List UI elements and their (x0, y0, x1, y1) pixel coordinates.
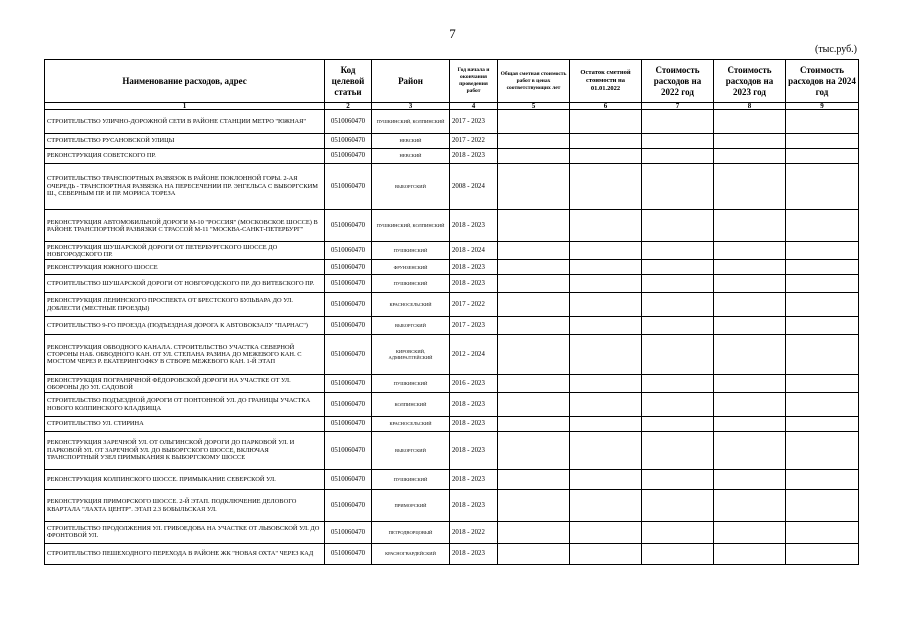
row-code: 0510060470 (325, 375, 372, 393)
row-years: 2018 - 2023 (450, 275, 498, 293)
row-cost-2024 (786, 293, 859, 316)
row-cost-2022 (642, 133, 714, 148)
row-estimate (498, 293, 570, 316)
row-cost-2022 (642, 393, 714, 416)
row-years: 2017 - 2022 (450, 133, 498, 148)
column-number: 3 (372, 103, 450, 110)
column-number: 1 (45, 103, 325, 110)
row-code: 0510060470 (325, 334, 372, 374)
table-row (45, 316, 859, 334)
row-cost-2024 (786, 148, 859, 163)
table-row (45, 110, 859, 133)
column-number: 9 (786, 103, 859, 110)
row-code: 0510060470 (325, 163, 372, 210)
row-cost-2022 (642, 293, 714, 316)
row-years: 2018 - 2023 (450, 260, 498, 275)
table-row (45, 275, 859, 293)
row-estimate (498, 133, 570, 148)
row-estimate (498, 543, 570, 564)
row-cost-2023 (714, 522, 786, 543)
row-code: 0510060470 (325, 490, 372, 522)
row-name: СТРОИТЕЛЬСТВО 9-ГО ПРОЕЗДА (ПОДЪЕЗДНАЯ ДОРОГА К АВТОВОКЗАЛУ "ПАРНАС") (45, 316, 325, 334)
row-name: РЕКОНСТРУКЦИЯ ЛЕНИНСКОГО ПРОСПЕКТА ОТ БРЕСТСКОГО БУЛЬВАРА ДО УЛ. ДОБЛЕСТИ (МЕСТНЫЕ ПРОЕЗДЫ) (45, 293, 325, 316)
row-remainder (570, 543, 642, 564)
row-years: 2018 - 2022 (450, 522, 498, 543)
row-code: 0510060470 (325, 431, 372, 469)
column-number: 2 (325, 103, 372, 110)
column-number: 7 (642, 103, 714, 110)
row-cost-2024 (786, 375, 859, 393)
row-cost-2022 (642, 316, 714, 334)
row-estimate (498, 375, 570, 393)
row-cost-2023 (714, 490, 786, 522)
row-estimate (498, 110, 570, 133)
row-cost-2024 (786, 416, 859, 431)
table-row (45, 210, 859, 242)
row-cost-2023 (714, 110, 786, 133)
row-cost-2024 (786, 163, 859, 210)
table-row (45, 522, 859, 543)
row-estimate (498, 334, 570, 374)
page-number: 7 (449, 26, 456, 41)
row-cost-2024 (786, 431, 859, 469)
row-cost-2022 (642, 163, 714, 210)
row-name: РЕКОНСТРУКЦИЯ ЮЖНОГО ШОССЕ (45, 260, 325, 275)
header-district: Район (372, 60, 450, 103)
row-cost-2022 (642, 260, 714, 275)
row-code: 0510060470 (325, 416, 372, 431)
row-estimate (498, 416, 570, 431)
row-years: 2018 - 2023 (450, 416, 498, 431)
row-estimate (498, 210, 570, 242)
row-name: СТРОИТЕЛЬСТВО ПРОДОЛЖЕНИЯ УЛ. ГРИБОЕДОВА НА УЧАСТКЕ ОТ ЛЬВОВСКОЙ УЛ. ДО ФРОНТОВОЙ УЛ. (45, 522, 325, 543)
row-cost-2024 (786, 275, 859, 293)
row-district: КРАСНОСЕЛЬСКИЙ (372, 293, 450, 316)
row-estimate (498, 393, 570, 416)
row-years: 2008 - 2024 (450, 163, 498, 210)
table-row (45, 490, 859, 522)
units-label: (тыс.руб.) (814, 44, 857, 55)
row-cost-2022 (642, 110, 714, 133)
row-years: 2018 - 2024 (450, 242, 498, 260)
row-years: 2017 - 2022 (450, 293, 498, 316)
header-remainder: Остаток сметной стоимости на 01.01.2022 (570, 60, 642, 103)
row-remainder (570, 393, 642, 416)
row-estimate (498, 431, 570, 469)
row-estimate (498, 522, 570, 543)
row-cost-2022 (642, 543, 714, 564)
row-name: РЕКОНСТРУКЦИЯ КОЛПИНСКОГО ШОССЕ. ПРИМЫКАНИЕ СЕВЕРСКОЙ УЛ. (45, 470, 325, 490)
row-remainder (570, 260, 642, 275)
row-district: ВЫБОРГСКИЙ (372, 316, 450, 334)
row-cost-2022 (642, 490, 714, 522)
row-district: ПУШКИНСКИЙ, КОЛПИНСКИЙ (372, 110, 450, 133)
row-remainder (570, 375, 642, 393)
row-remainder (570, 148, 642, 163)
row-years: 2018 - 2023 (450, 470, 498, 490)
row-remainder (570, 242, 642, 260)
row-code: 0510060470 (325, 210, 372, 242)
table-row (45, 393, 859, 416)
table-row (45, 293, 859, 316)
column-number: 5 (498, 103, 570, 110)
row-years: 2018 - 2023 (450, 490, 498, 522)
row-remainder (570, 431, 642, 469)
row-district: НЕВСКИЙ (372, 133, 450, 148)
header-name: Наименование расходов, адрес (45, 60, 325, 103)
row-cost-2022 (642, 148, 714, 163)
row-cost-2024 (786, 133, 859, 148)
row-cost-2022 (642, 275, 714, 293)
row-cost-2024 (786, 242, 859, 260)
row-estimate (498, 490, 570, 522)
row-cost-2024 (786, 110, 859, 133)
row-remainder (570, 522, 642, 543)
header-row (45, 60, 859, 103)
row-code: 0510060470 (325, 110, 372, 133)
row-district: КРАСНОСЕЛЬСКИЙ (372, 416, 450, 431)
row-code: 0510060470 (325, 148, 372, 163)
row-cost-2024 (786, 522, 859, 543)
row-code: 0510060470 (325, 543, 372, 564)
table-row (45, 543, 859, 564)
row-cost-2022 (642, 416, 714, 431)
row-district: КРАСНОГВАРДЕЙСКИЙ (372, 543, 450, 564)
row-name: СТРОИТЕЛЬСТВО УЛ. СТИРИНА (45, 416, 325, 431)
row-name: РЕКОНСТРУКЦИЯ АВТОМОБИЛЬНОЙ ДОРОГИ М-10 "РОССИЯ" (МОСКОВСКОЕ ШОССЕ) В РАЙОНЕ ТРАНСПОРТНОЙ РАЗВЯЗКИ С ТРАССОЙ М-11 "МОСКВА-САНКТ-ПЕТЕРБУРГ" (45, 210, 325, 242)
row-remainder (570, 490, 642, 522)
table-row (45, 334, 859, 374)
table-row (45, 163, 859, 210)
row-district: ПРИМОРСКИЙ (372, 490, 450, 522)
row-remainder (570, 334, 642, 374)
row-name: СТРОИТЕЛЬСТВО ПЕШЕХОДНОГО ПЕРЕХОДА В РАЙОНЕ ЖК "НОВАЯ ОХТА" ЧЕРЕЗ КАД (45, 543, 325, 564)
row-code: 0510060470 (325, 133, 372, 148)
row-remainder (570, 110, 642, 133)
row-remainder (570, 210, 642, 242)
column-number: 4 (450, 103, 498, 110)
row-name: СТРОИТЕЛЬСТВО ШУШАРСКОЙ ДОРОГИ ОТ НОВГОРОДСКОГО ПР. ДО ВИТЕБСКОГО ПР. (45, 275, 325, 293)
row-name: РЕКОНСТРУКЦИЯ СОВЕТСКОГО ПР. (45, 148, 325, 163)
row-code: 0510060470 (325, 470, 372, 490)
row-years: 2016 - 2023 (450, 375, 498, 393)
row-estimate (498, 148, 570, 163)
row-cost-2023 (714, 163, 786, 210)
row-cost-2024 (786, 316, 859, 334)
row-district: ПУШКИНСКИЙ, КОЛПИНСКИЙ (372, 210, 450, 242)
row-years: 2018 - 2023 (450, 543, 498, 564)
row-estimate (498, 470, 570, 490)
row-name: СТРОИТЕЛЬСТВО ТРАНСПОРТНЫХ РАЗВЯЗОК В РАЙОНЕ ПОКЛОННОЙ ГОРЫ. 2-АЯ ОЧЕРЕДЬ - ТРАНСПОРТНАЯ РАЗВЯЗКА НА ПЕРЕСЕЧЕНИИ ПР. ЭНГЕЛЬСА С ВЫБОРГСКИМ Ш., СЕВЕРНЫМ ПР. И ПР. МОРИСА ТОРЕЗА (45, 163, 325, 210)
row-district: ВЫБОРГСКИЙ (372, 431, 450, 469)
row-estimate (498, 242, 570, 260)
table-row (45, 133, 859, 148)
row-cost-2023 (714, 393, 786, 416)
row-cost-2023 (714, 260, 786, 275)
row-cost-2022 (642, 242, 714, 260)
row-cost-2022 (642, 210, 714, 242)
table-body (45, 103, 859, 565)
row-code: 0510060470 (325, 275, 372, 293)
row-estimate (498, 275, 570, 293)
row-cost-2023 (714, 334, 786, 374)
row-cost-2023 (714, 275, 786, 293)
row-code: 0510060470 (325, 242, 372, 260)
table-row (45, 148, 859, 163)
row-name: РЕКОНСТРУКЦИЯ ПОГРАНИЧНОЙ ФЁДОРОВСКОЙ ДОРОГИ НА УЧАСТКЕ ОТ УЛ. ОБОРОНЫ ДО УЛ. САДОВОЙ (45, 375, 325, 393)
row-cost-2023 (714, 416, 786, 431)
header-cost-2023: Стоимость расходов на 2023 год (714, 60, 786, 103)
row-cost-2024 (786, 393, 859, 416)
row-district: ПУШКИНСКИЙ (372, 275, 450, 293)
row-name: РЕКОНСТРУКЦИЯ ПРИМОРСКОГО ШОССЕ. 2-Й ЭТАП. ПОДКЛЮЧЕНИЕ ДЕЛОВОГО КВАРТАЛА "ЛАХТА ЦЕНТР". ЭТАП 2.3 БОБЫЛЬСКАЯ УЛ. (45, 490, 325, 522)
row-remainder (570, 163, 642, 210)
table-row (45, 260, 859, 275)
row-cost-2022 (642, 522, 714, 543)
row-cost-2024 (786, 543, 859, 564)
row-code: 0510060470 (325, 522, 372, 543)
row-name: СТРОИТЕЛЬСТВО УЛИЧНО-ДОРОЖНОЙ СЕТИ В РАЙОНЕ СТАНЦИИ МЕТРО "ЮЖНАЯ" (45, 110, 325, 133)
column-number: 6 (570, 103, 642, 110)
row-remainder (570, 416, 642, 431)
row-name: РЕКОНСТРУКЦИЯ ШУШАРСКОЙ ДОРОГИ ОТ ПЕТЕРБУРГСКОГО ШОССЕ ДО НОВГОРОДСКОГО ПР. (45, 242, 325, 260)
row-cost-2024 (786, 470, 859, 490)
table-row (45, 431, 859, 469)
row-district: ПУШКИНСКИЙ (372, 375, 450, 393)
column-number-row (45, 103, 859, 110)
budget-table (44, 59, 859, 565)
row-cost-2023 (714, 133, 786, 148)
row-district: ПУШКИНСКИЙ (372, 242, 450, 260)
row-district: ВЫБОРГСКИЙ (372, 163, 450, 210)
header-years: Год начала и окончания проведения работ (450, 60, 498, 103)
row-remainder (570, 133, 642, 148)
row-cost-2023 (714, 470, 786, 490)
header-cost-2024: Стоимость расходов на 2024 год (786, 60, 859, 103)
header-code: Код целевой статьи (325, 60, 372, 103)
row-name: РЕКОНСТРУКЦИЯ ЗАРЕЧНОЙ УЛ. ОТ ОЛЬГИНСКОЙ ДОРОГИ ДО ПАРКОВОЙ УЛ. И ПАРКОВОЙ УЛ. ОТ ЗАРЕЧНОЙ УЛ. ДО ВЫБОРГСКОГО ШОССЕ, ВКЛЮЧАЯ ТРАНСПОРТНЫЙ УЗЕЛ ПРИМЫКАНИЯ К ВЫБОРГСКОМУ ШОССЕ (45, 431, 325, 469)
row-cost-2022 (642, 375, 714, 393)
row-years: 2012 - 2024 (450, 334, 498, 374)
table-row (45, 470, 859, 490)
row-code: 0510060470 (325, 316, 372, 334)
row-estimate (498, 260, 570, 275)
row-cost-2022 (642, 334, 714, 374)
header-estimate: Общая сметная стоимость работ в ценах соответствующих лет (498, 60, 570, 103)
row-code: 0510060470 (325, 260, 372, 275)
row-cost-2023 (714, 543, 786, 564)
header-cost-2022: Стоимость расходов на 2022 год (642, 60, 714, 103)
row-years: 2017 - 2023 (450, 110, 498, 133)
row-cost-2024 (786, 260, 859, 275)
row-cost-2023 (714, 375, 786, 393)
row-code: 0510060470 (325, 393, 372, 416)
row-district: ПУШКИНСКИЙ (372, 470, 450, 490)
row-remainder (570, 316, 642, 334)
row-years: 2018 - 2023 (450, 393, 498, 416)
row-years: 2018 - 2023 (450, 431, 498, 469)
row-district: ФРУНЗЕНСКИЙ (372, 260, 450, 275)
row-cost-2023 (714, 210, 786, 242)
row-remainder (570, 470, 642, 490)
row-remainder (570, 293, 642, 316)
table-row (45, 375, 859, 393)
row-remainder (570, 275, 642, 293)
row-cost-2023 (714, 431, 786, 469)
row-cost-2024 (786, 334, 859, 374)
row-estimate (498, 163, 570, 210)
row-name: СТРОИТЕЛЬСТВО РУСАНОВСКОЙ УЛИЦЫ (45, 133, 325, 148)
table-row (45, 416, 859, 431)
row-years: 2018 - 2023 (450, 210, 498, 242)
row-cost-2023 (714, 293, 786, 316)
row-cost-2023 (714, 316, 786, 334)
row-district: КОЛПИНСКИЙ (372, 393, 450, 416)
row-district: КИРОВСКИЙ, АДМИРАЛТЕЙСКИЙ (372, 334, 450, 374)
row-name: СТРОИТЕЛЬСТВО ПОДЪЕЗДНОЙ ДОРОГИ ОТ ПОНТОННОЙ УЛ. ДО ГРАНИЦЫ УЧАСТКА НОВОГО КОЛПИНСКОГО КЛАДБИЩА (45, 393, 325, 416)
row-estimate (498, 316, 570, 334)
row-district: ПЕТРОДВОРЦОВЫЙ (372, 522, 450, 543)
row-cost-2023 (714, 148, 786, 163)
row-code: 0510060470 (325, 293, 372, 316)
row-cost-2023 (714, 242, 786, 260)
table-row (45, 242, 859, 260)
row-cost-2024 (786, 210, 859, 242)
row-district: НЕВСКИЙ (372, 148, 450, 163)
row-cost-2022 (642, 470, 714, 490)
row-years: 2018 - 2023 (450, 148, 498, 163)
row-years: 2017 - 2023 (450, 316, 498, 334)
row-cost-2022 (642, 431, 714, 469)
column-number: 8 (714, 103, 786, 110)
row-name: РЕКОНСТРУКЦИЯ ОБВОДНОГО КАНАЛА. СТРОИТЕЛЬСТВО УЧАСТКА СЕВЕРНОЙ СТОРОНЫ НАБ. ОБВОДНОГО КАН. ОТ УЛ. СТЕПАНА РАЗИНА ДО МЕЖЕВОГО КАН. С МОСТОМ ЧЕРЕЗ Р. ЕКАТЕРИНГОФКУ В СТВОРЕ МЕЖЕВОГО КАН. 1-Й ЭТАП (45, 334, 325, 374)
row-cost-2024 (786, 490, 859, 522)
